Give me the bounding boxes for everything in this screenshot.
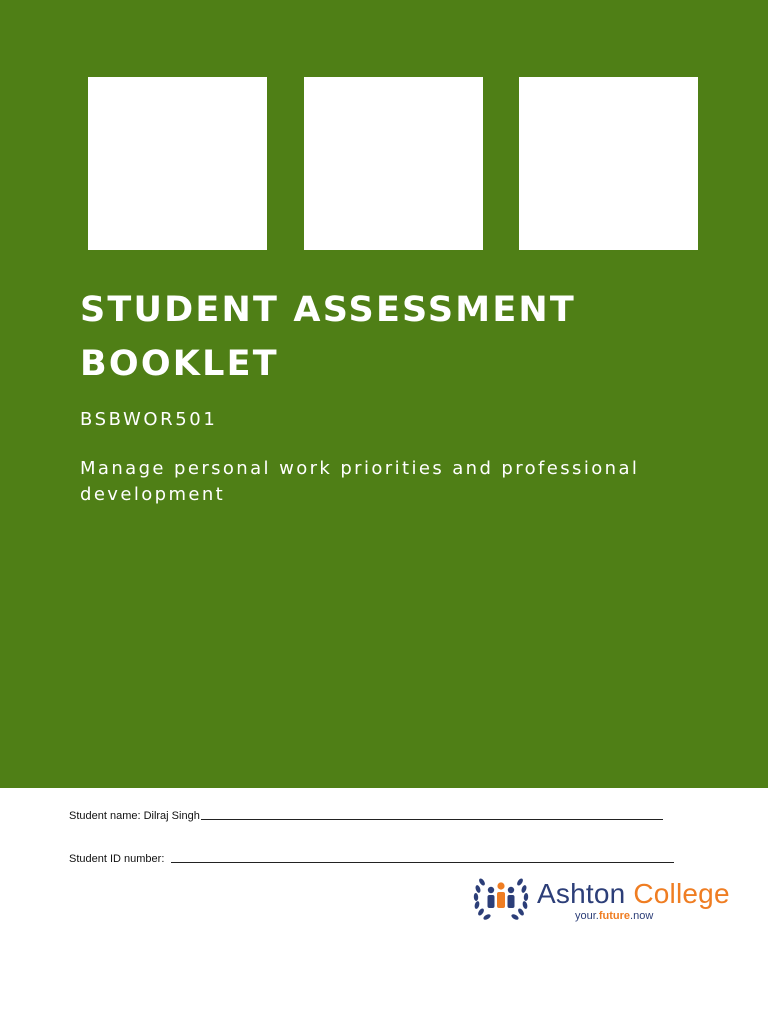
decorative-square-2 <box>304 77 483 250</box>
logo-name <box>537 879 730 909</box>
student-id-label: Student ID number: <box>69 853 165 865</box>
student-name-value: Dilraj Singh <box>143 810 200 822</box>
decorative-square-3 <box>519 77 698 250</box>
student-name-field <box>69 810 663 822</box>
logo-name-part2: College <box>633 878 730 909</box>
decorative-square-1 <box>88 77 267 250</box>
student-id-field <box>69 853 674 865</box>
student-id-underline <box>171 862 674 863</box>
logo-tagline-part3: .now <box>630 910 654 922</box>
logo-tagline-part1: your. <box>575 910 599 922</box>
unit-name: Manage personal work priorities and professional development <box>80 458 640 505</box>
booklet-title: STUDENT ASSESSMENT BOOKLET <box>80 290 577 384</box>
logo-name-part1: Ashton <box>537 878 626 909</box>
student-name-underline <box>201 819 663 820</box>
student-name-label: Student name: <box>69 810 141 822</box>
logo-tagline-part2: future <box>598 910 631 922</box>
ashton-college-logo <box>471 872 735 924</box>
unit-code: BSBWOR501 <box>80 409 218 430</box>
logo-tagline <box>575 910 653 923</box>
laurel-wreath-people-icon <box>471 872 531 922</box>
